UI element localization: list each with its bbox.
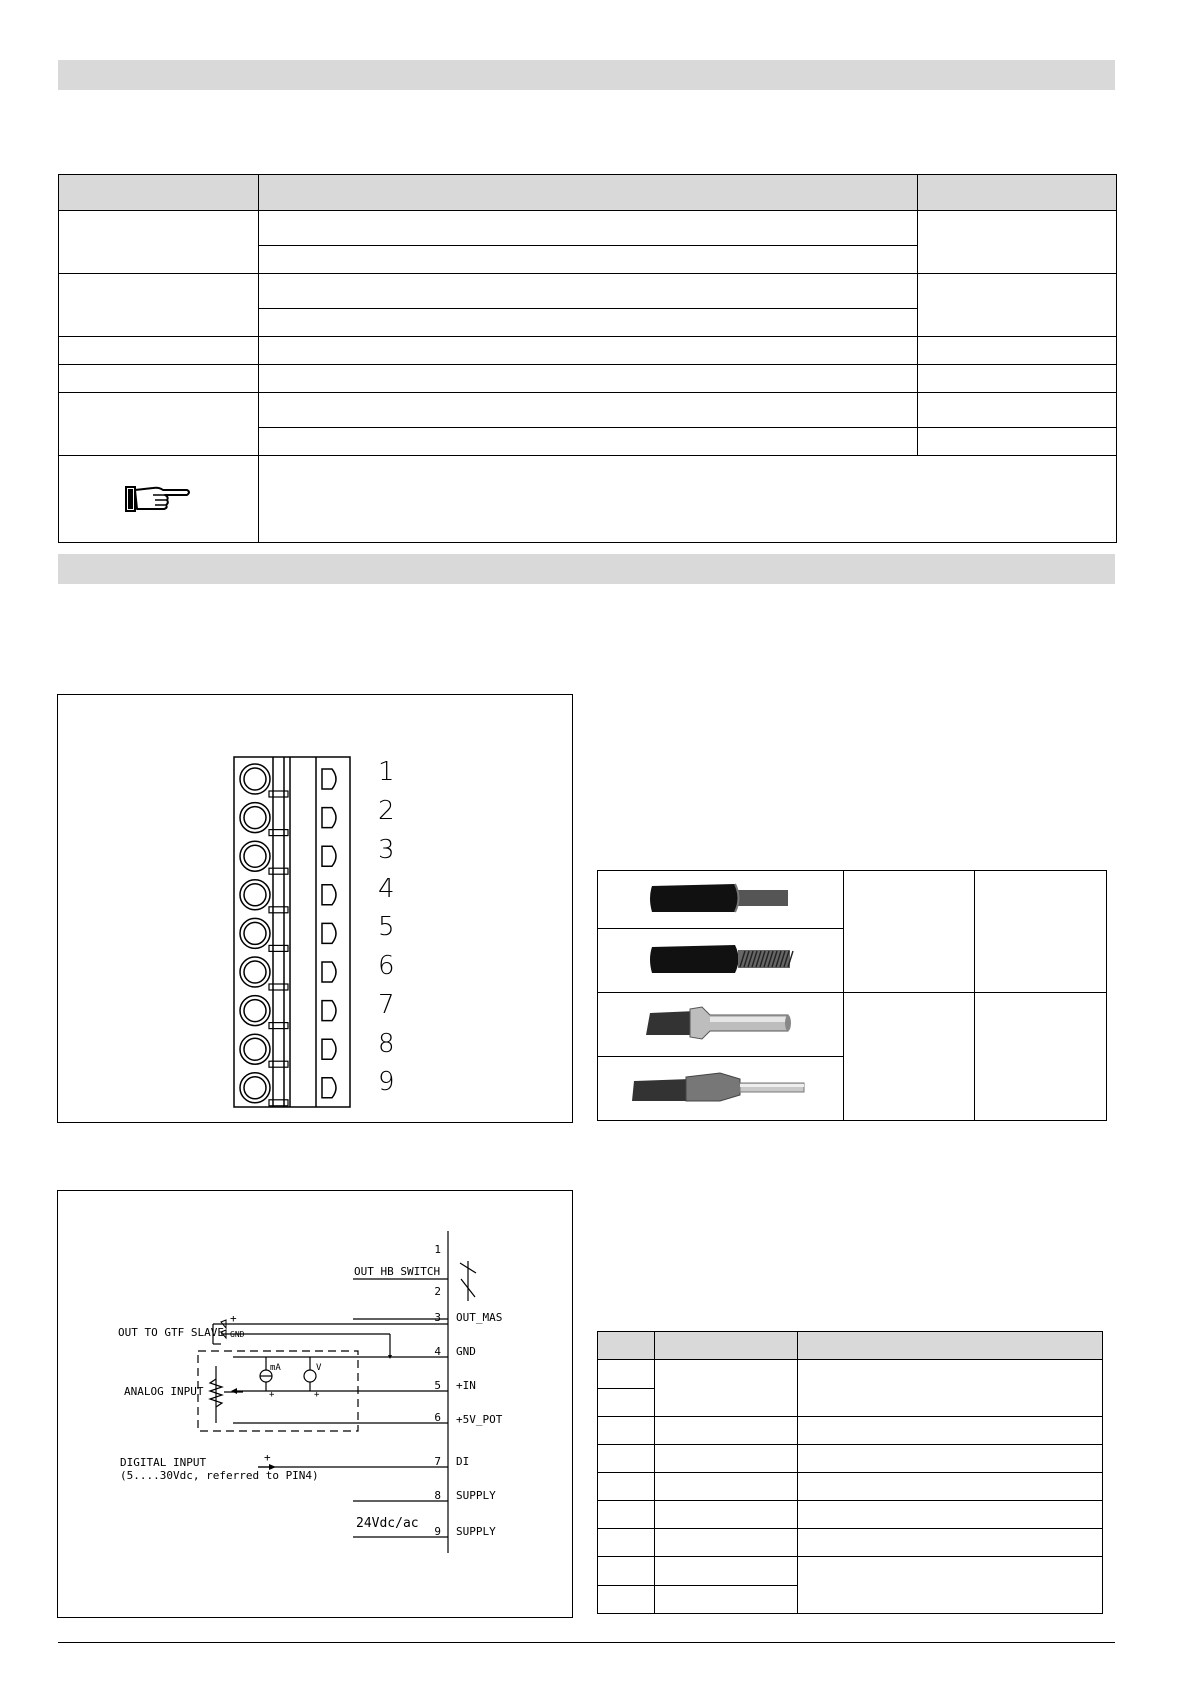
plus-sign: + xyxy=(264,1451,271,1464)
terminal-pin-number: 2 xyxy=(378,796,395,826)
wire-entry xyxy=(322,923,336,943)
separator-tab xyxy=(269,791,288,797)
terminal-pin-number: 3 xyxy=(378,835,395,865)
separator-tab xyxy=(269,945,288,951)
wire-entry xyxy=(322,885,336,905)
stranded-wire-icon xyxy=(640,939,800,979)
spec-table xyxy=(58,174,1117,543)
wire-entry xyxy=(322,962,336,982)
section-header-bar xyxy=(58,60,1115,90)
separator-tab xyxy=(269,1061,288,1067)
schematic-pin-number: 4 xyxy=(434,1345,441,1358)
terminal-block-figure xyxy=(57,694,573,1123)
separator-tab xyxy=(269,868,288,874)
pin-table xyxy=(597,1331,1103,1614)
out-hb-switch-label: OUT HB SWITCH xyxy=(354,1265,441,1278)
spec-header xyxy=(258,175,917,211)
schematic-pin-label: GND xyxy=(456,1345,476,1358)
footer-rule xyxy=(58,1642,1115,1643)
terminal-pin-number: 6 xyxy=(378,951,395,981)
wire-type-table xyxy=(597,870,1107,1121)
pointing-hand-icon xyxy=(123,478,193,518)
schematic-pin-label: SUPPLY xyxy=(456,1525,496,1538)
schematic-pin-label: +5V_POT xyxy=(456,1413,503,1426)
wire-image-cell xyxy=(598,871,844,929)
insulated-ferrule-wire-icon xyxy=(630,1067,810,1107)
wire-entry xyxy=(322,808,336,828)
plus-sign: + xyxy=(230,1312,237,1325)
pin-table-header xyxy=(654,1332,797,1360)
wire-entry xyxy=(322,1001,336,1021)
schematic-pin-number: 8 xyxy=(434,1489,441,1502)
section-header-bar xyxy=(58,554,1115,584)
separator-tab xyxy=(269,1023,288,1029)
separator-tab xyxy=(269,830,288,836)
plus-sign: + xyxy=(269,1390,275,1400)
terminal-pin-number: 8 xyxy=(378,1029,395,1059)
solid-wire-icon xyxy=(640,878,800,918)
separator-tab xyxy=(269,984,288,990)
spec-header xyxy=(59,175,259,211)
schematic-pin-number: 6 xyxy=(434,1411,441,1424)
note-icon-cell xyxy=(59,456,259,543)
digital-input-note: (5....30Vdc, referred to PIN4) xyxy=(120,1469,319,1482)
ma-label: mA xyxy=(270,1363,281,1373)
screw-inner xyxy=(244,1038,266,1060)
wire-image-cell xyxy=(598,929,844,993)
screw-inner xyxy=(244,1000,266,1022)
digital-input-label: DIGITAL INPUT xyxy=(120,1456,207,1469)
wire-image-cell xyxy=(598,1057,844,1121)
wiring-schematic xyxy=(58,1191,572,1617)
schematic-pin-number: 5 xyxy=(434,1379,441,1392)
wire-entry xyxy=(322,1078,336,1098)
plus-sign: + xyxy=(314,1390,320,1400)
schematic-pin-number: 9 xyxy=(434,1525,441,1538)
terminal-pin-number: 7 xyxy=(378,990,395,1020)
pin-table-header xyxy=(598,1332,655,1360)
ferrule-wire-icon xyxy=(640,1003,800,1043)
schematic-pin-number: 2 xyxy=(434,1285,441,1298)
screw-inner xyxy=(244,961,266,983)
spec-header xyxy=(918,175,1117,211)
gnd-small-label: GND xyxy=(230,1330,245,1339)
separator-tab xyxy=(269,907,288,913)
wire-entry xyxy=(322,769,336,789)
schematic-pin-label: DI xyxy=(456,1455,470,1468)
schematic-pin-number: 7 xyxy=(434,1455,441,1468)
schematic-pin-number: 3 xyxy=(434,1311,441,1324)
supply-voltage-label: 24Vdc/ac xyxy=(356,1516,419,1531)
wire-image-cell xyxy=(598,993,844,1057)
wire-entry xyxy=(322,846,336,866)
terminal-pin-number: 9 xyxy=(378,1067,395,1097)
schematic-pin-label: SUPPLY xyxy=(456,1489,496,1502)
screw-inner xyxy=(244,1077,266,1099)
terminal-block-drawing xyxy=(58,695,572,1122)
screw-inner xyxy=(244,807,266,829)
v-label: V xyxy=(316,1363,322,1373)
wire-entry xyxy=(322,1039,336,1059)
schematic-pin-number: 1 xyxy=(434,1243,441,1256)
terminal-pin-number: 1 xyxy=(378,757,395,787)
wiring-schematic-figure xyxy=(57,1190,573,1618)
separator-tab xyxy=(269,1100,288,1106)
screw-inner xyxy=(244,845,266,867)
pin-table-header xyxy=(797,1332,1102,1360)
screw-inner xyxy=(244,884,266,906)
screw-inner xyxy=(244,922,266,944)
schematic-pin-label: OUT_MAS xyxy=(456,1311,503,1324)
out-to-gtf-slave-label: OUT TO GTF SLAVE xyxy=(118,1326,224,1339)
screw-inner xyxy=(244,768,266,790)
analog-input-label: ANALOG INPUT xyxy=(124,1385,204,1398)
terminal-pin-number: 4 xyxy=(378,874,395,904)
terminal-pin-number: 5 xyxy=(378,912,395,942)
schematic-pin-label: +IN xyxy=(456,1379,476,1392)
